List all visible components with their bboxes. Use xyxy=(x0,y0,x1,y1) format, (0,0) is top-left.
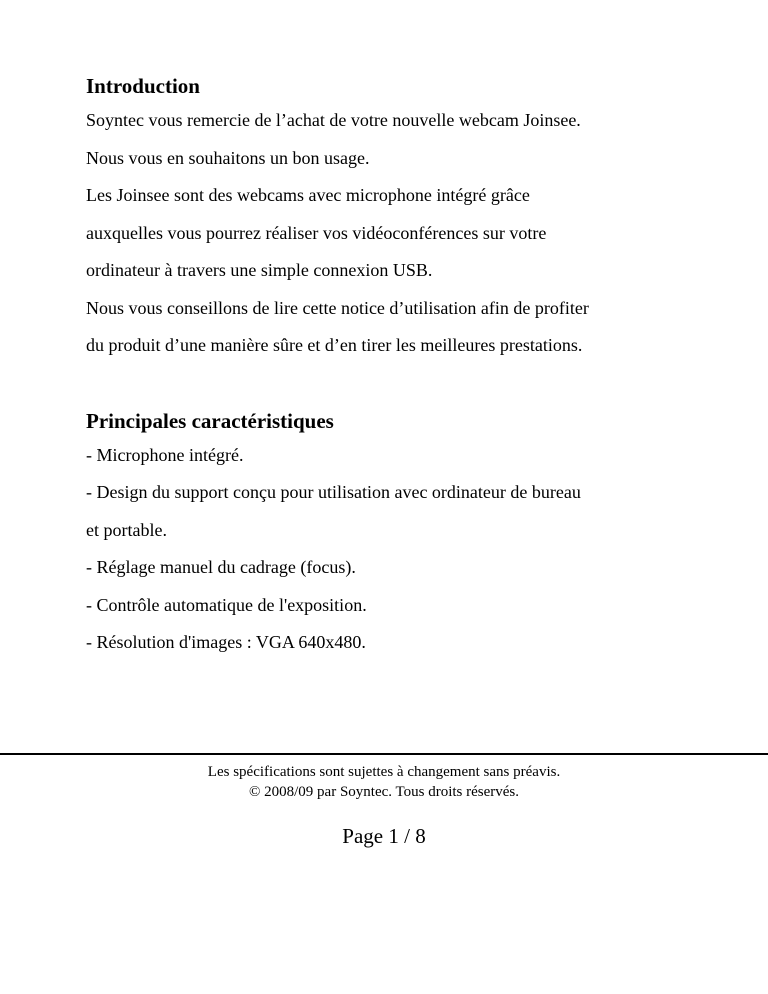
footer-copyright: © 2008/09 par Soyntec. Tous droits réservés. xyxy=(248,784,520,800)
feature-line: - Contrôle automatique de l'exposition. xyxy=(86,594,367,615)
feature-line: et portable. xyxy=(86,519,167,540)
document-body xyxy=(86,70,706,662)
feature-line: - Design du support conçu pour utilisation avec ordinateur de bureau xyxy=(86,482,581,502)
text-line: Nous vous conseillons de lire cette notice d’utilisation afin de profiter xyxy=(86,297,589,318)
section-spacer xyxy=(86,365,706,405)
footer-notice: Les spécifications sont sujettes à changement sans préavis. xyxy=(207,764,561,780)
text-line: Soyntec vous remercie de l’achat de votre nouvelle webcam Joinsee. xyxy=(86,110,581,130)
feature-line: - Réglage manuel du cadrage (focus). xyxy=(86,557,356,577)
section-features xyxy=(86,405,706,662)
text-line: ordinateur à travers une simple connexion USB. xyxy=(86,260,433,280)
section-introduction xyxy=(86,70,706,365)
section-heading: Introduction xyxy=(86,74,200,98)
text-line: du produit d’une manière sûre et d’en tirer les meilleures prestations. xyxy=(86,335,583,355)
footer-divider xyxy=(0,753,768,755)
feature-line: - Résolution d'images : VGA 640x480. xyxy=(86,632,366,652)
feature-line: - Microphone intégré. xyxy=(86,444,244,465)
page-footer xyxy=(0,762,768,850)
section-heading: Principales caractéristiques xyxy=(86,408,334,433)
text-line: Nous vous en souhaitons un bon usage. xyxy=(86,147,370,168)
page-number: Page 1 / 8 xyxy=(342,824,426,848)
text-line: auxquelles vous pourrez réaliser vos vidéoconférences sur votre xyxy=(86,222,547,243)
text-line: Les Joinsee sont des webcams avec microphone intégré grâce xyxy=(86,185,530,205)
